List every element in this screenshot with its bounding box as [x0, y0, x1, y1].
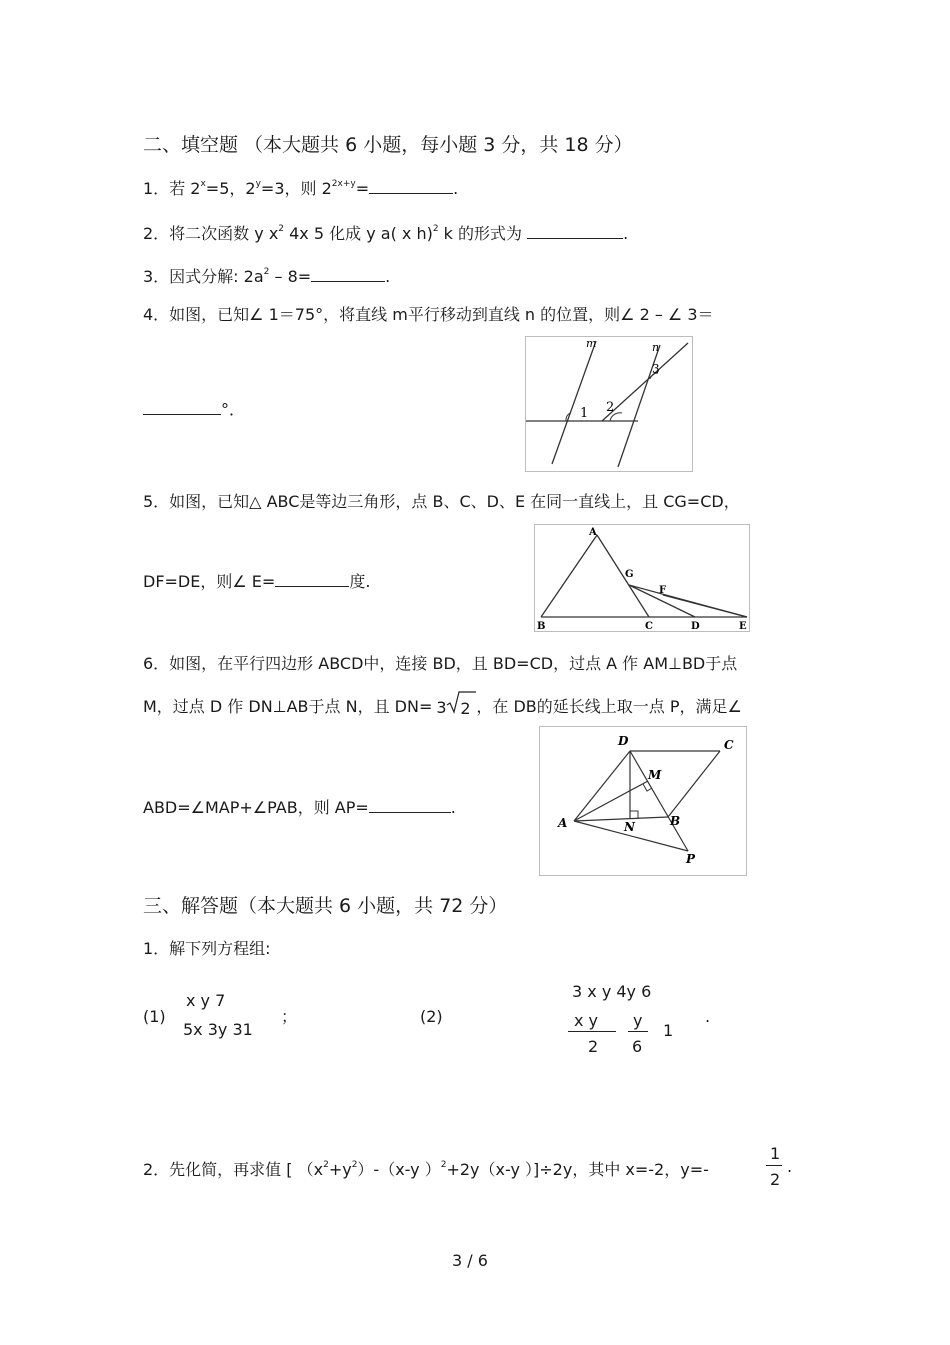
q5-answer-blank[interactable]	[275, 572, 349, 587]
q5-figure	[534, 524, 750, 632]
s3q2-exp3: 2	[440, 1160, 447, 1170]
q6-radical-expression	[432, 694, 476, 718]
q6-side-BC	[668, 751, 720, 817]
q6-side-AD	[574, 751, 630, 821]
q4-label-2: 2	[606, 400, 615, 415]
s3q2-c: ）-（x-y ）	[357, 1160, 441, 1179]
s3-question-2	[143, 1157, 709, 1180]
q6-line-DP	[630, 751, 688, 851]
page-number: 3 / 6	[452, 1251, 488, 1270]
q4-end: °．	[221, 400, 246, 419]
question-6: 6．如图，在平行四边形 ABCD中，连接 BD，且 BD=CD，过点 A 作 AM⊥BD于点	[143, 654, 738, 673]
q4-label-m: m	[586, 337, 597, 350]
s3q1-frac2-num: y	[633, 1011, 643, 1030]
q2-answer-blank[interactable]	[527, 224, 623, 239]
q5-line2b: 度.	[349, 572, 371, 591]
q4-transversal	[602, 343, 688, 421]
question-2	[143, 221, 628, 244]
q6-line2	[143, 694, 742, 717]
q6-answer-blank[interactable]	[369, 798, 451, 813]
s3q1-frac1-den: 2	[588, 1037, 599, 1056]
question-3	[143, 264, 390, 287]
q1-exp-y: y	[255, 179, 261, 189]
q3-end: .	[385, 267, 391, 286]
s3q2-d: +2y（x-y ）]÷2y，其中 x=-2，y=-	[446, 1160, 709, 1179]
s3q1-part1-eq1: x y 7	[186, 991, 226, 1010]
q1-a: =5，2	[205, 179, 256, 198]
q6-figure	[539, 726, 747, 876]
q6-label-C: C	[724, 738, 734, 752]
q5-side-AC	[597, 535, 649, 617]
s3q1-frac2-den: 6	[632, 1037, 643, 1056]
question-5: 5．如图，已知△ ABC是等边三角形，点 B、C、D、E 在同一直线上，且 CG=CD，	[143, 492, 740, 511]
q5-segment-FE	[663, 595, 747, 617]
q6-radicand: 2	[460, 699, 471, 718]
q5-label-D: D	[691, 621, 700, 631]
s3-question-1: 1．解下列方程组:	[143, 939, 271, 958]
q5-label-G: G	[625, 569, 634, 580]
q3-tail: – 8=	[269, 267, 312, 286]
q6-label-P: P	[686, 852, 696, 866]
q4-line-m	[552, 341, 596, 464]
q6-figure-svg	[540, 727, 746, 875]
q4-figure	[525, 336, 693, 472]
question-4: 4．如图，已知∠ 1＝75°，将直线 m平行移动到直线 n 的位置，则∠ 2 – ∠ 3＝	[143, 305, 714, 324]
section-title-fill-blank: 二、填空题 （本大题共 6 小题，每小题 3 分，共 18 分）	[143, 134, 633, 156]
s3q1-part2-label: (2)	[420, 1007, 443, 1026]
q6-radical-coef: 3	[436, 698, 447, 717]
q2-tail: k 的形式为	[438, 224, 523, 243]
q4-answer-blank[interactable]	[143, 400, 221, 415]
q1-exp-2xy: 2x+y	[331, 179, 356, 189]
q5-line2	[143, 569, 370, 592]
s3q1-part1-label: (1)	[143, 1007, 166, 1026]
s3q1-part2-rhs: 1	[663, 1021, 674, 1040]
q1-c: =	[355, 179, 370, 198]
q1-pre: 若 2	[169, 179, 201, 198]
q6-end: .	[450, 798, 456, 817]
q2-end: .	[623, 224, 629, 243]
q2-exp2: 2	[432, 224, 439, 234]
q4-label-3: 3	[652, 362, 660, 376]
q5-label-B: B	[537, 621, 546, 631]
q2-text: 2．将二次函数 y x	[143, 224, 279, 243]
q6-label-N: N	[624, 820, 635, 834]
q5-label-E: E	[739, 621, 747, 631]
q3-answer-blank[interactable]	[311, 267, 385, 282]
q3-pre: 3．因式分解: 2a	[143, 267, 264, 286]
q6-segment-AM	[574, 781, 648, 821]
s3q2-b: +y	[328, 1160, 352, 1179]
q6-label-A: A	[558, 816, 568, 830]
q3-exp: 2	[263, 267, 270, 277]
q5-side-AB	[541, 535, 597, 617]
s3q1-frac1-num: x y	[574, 1011, 599, 1030]
q1-b: =3，则 2	[260, 179, 332, 198]
s3q2-frac-den: 2	[770, 1170, 781, 1189]
q1-answer-blank[interactable]	[369, 179, 453, 194]
q1-number: 1．	[143, 179, 170, 198]
q4-label-1: 1	[580, 406, 589, 421]
q2-mid: 4x 5 化成 y a( x h)	[284, 224, 433, 243]
q4-label-n: n	[652, 341, 660, 354]
q6-line2a: M，过点 D 作 DN⊥AB于点 N，且 DN=	[143, 697, 433, 716]
s3q1-frac2-bar	[628, 1031, 648, 1032]
q6-side-AB	[574, 817, 668, 821]
q6-line3	[143, 795, 456, 818]
s3q2-exp2: 2	[351, 1160, 358, 1170]
q6-label-B: B	[670, 814, 681, 828]
question-1	[143, 176, 458, 199]
q1-end: .	[453, 179, 459, 198]
s3q2-frac-num: 1	[770, 1144, 781, 1163]
section-title-solve: 三、解答题（本大题共 6 小题，共 72 分）	[143, 895, 508, 917]
q1-exp-x: x	[200, 179, 206, 189]
s3q2-exp1: 2	[323, 1160, 329, 1170]
q4-figure-svg	[526, 337, 692, 471]
q5-label-A: A	[589, 527, 597, 538]
q5-line2a: DF=DE，则∠ E=	[143, 572, 276, 591]
q5-figure-svg	[535, 525, 749, 631]
q6-label-D: D	[618, 734, 629, 748]
s3q2-a: 2．先化简，再求值 [ （x	[143, 1160, 324, 1179]
q5-label-C: C	[645, 621, 653, 631]
s3q1-part2-end: .	[705, 1007, 711, 1026]
s3q1-part1-end: ；	[281, 1007, 298, 1026]
s3q2-frac-bar	[766, 1165, 782, 1166]
q6-line3a: ABD=∠MAP+∠PAB，则 AP=	[143, 798, 369, 817]
q2-exp1: 2	[278, 224, 285, 234]
s3q1-part1-eq2: 5x 3y 31	[183, 1020, 253, 1039]
q6-label-M: M	[648, 768, 662, 782]
s3q2-end: .	[787, 1157, 793, 1176]
q6-line2b: ，在 DB的延长线上取一点 P，满足∠	[476, 697, 742, 716]
q5-label-F: F	[659, 585, 667, 596]
s3q1-frac1-bar	[568, 1031, 616, 1032]
s3q1-part2-eq1: 3 x y 4y 6	[572, 982, 652, 1001]
q4-answer-line	[143, 397, 245, 420]
